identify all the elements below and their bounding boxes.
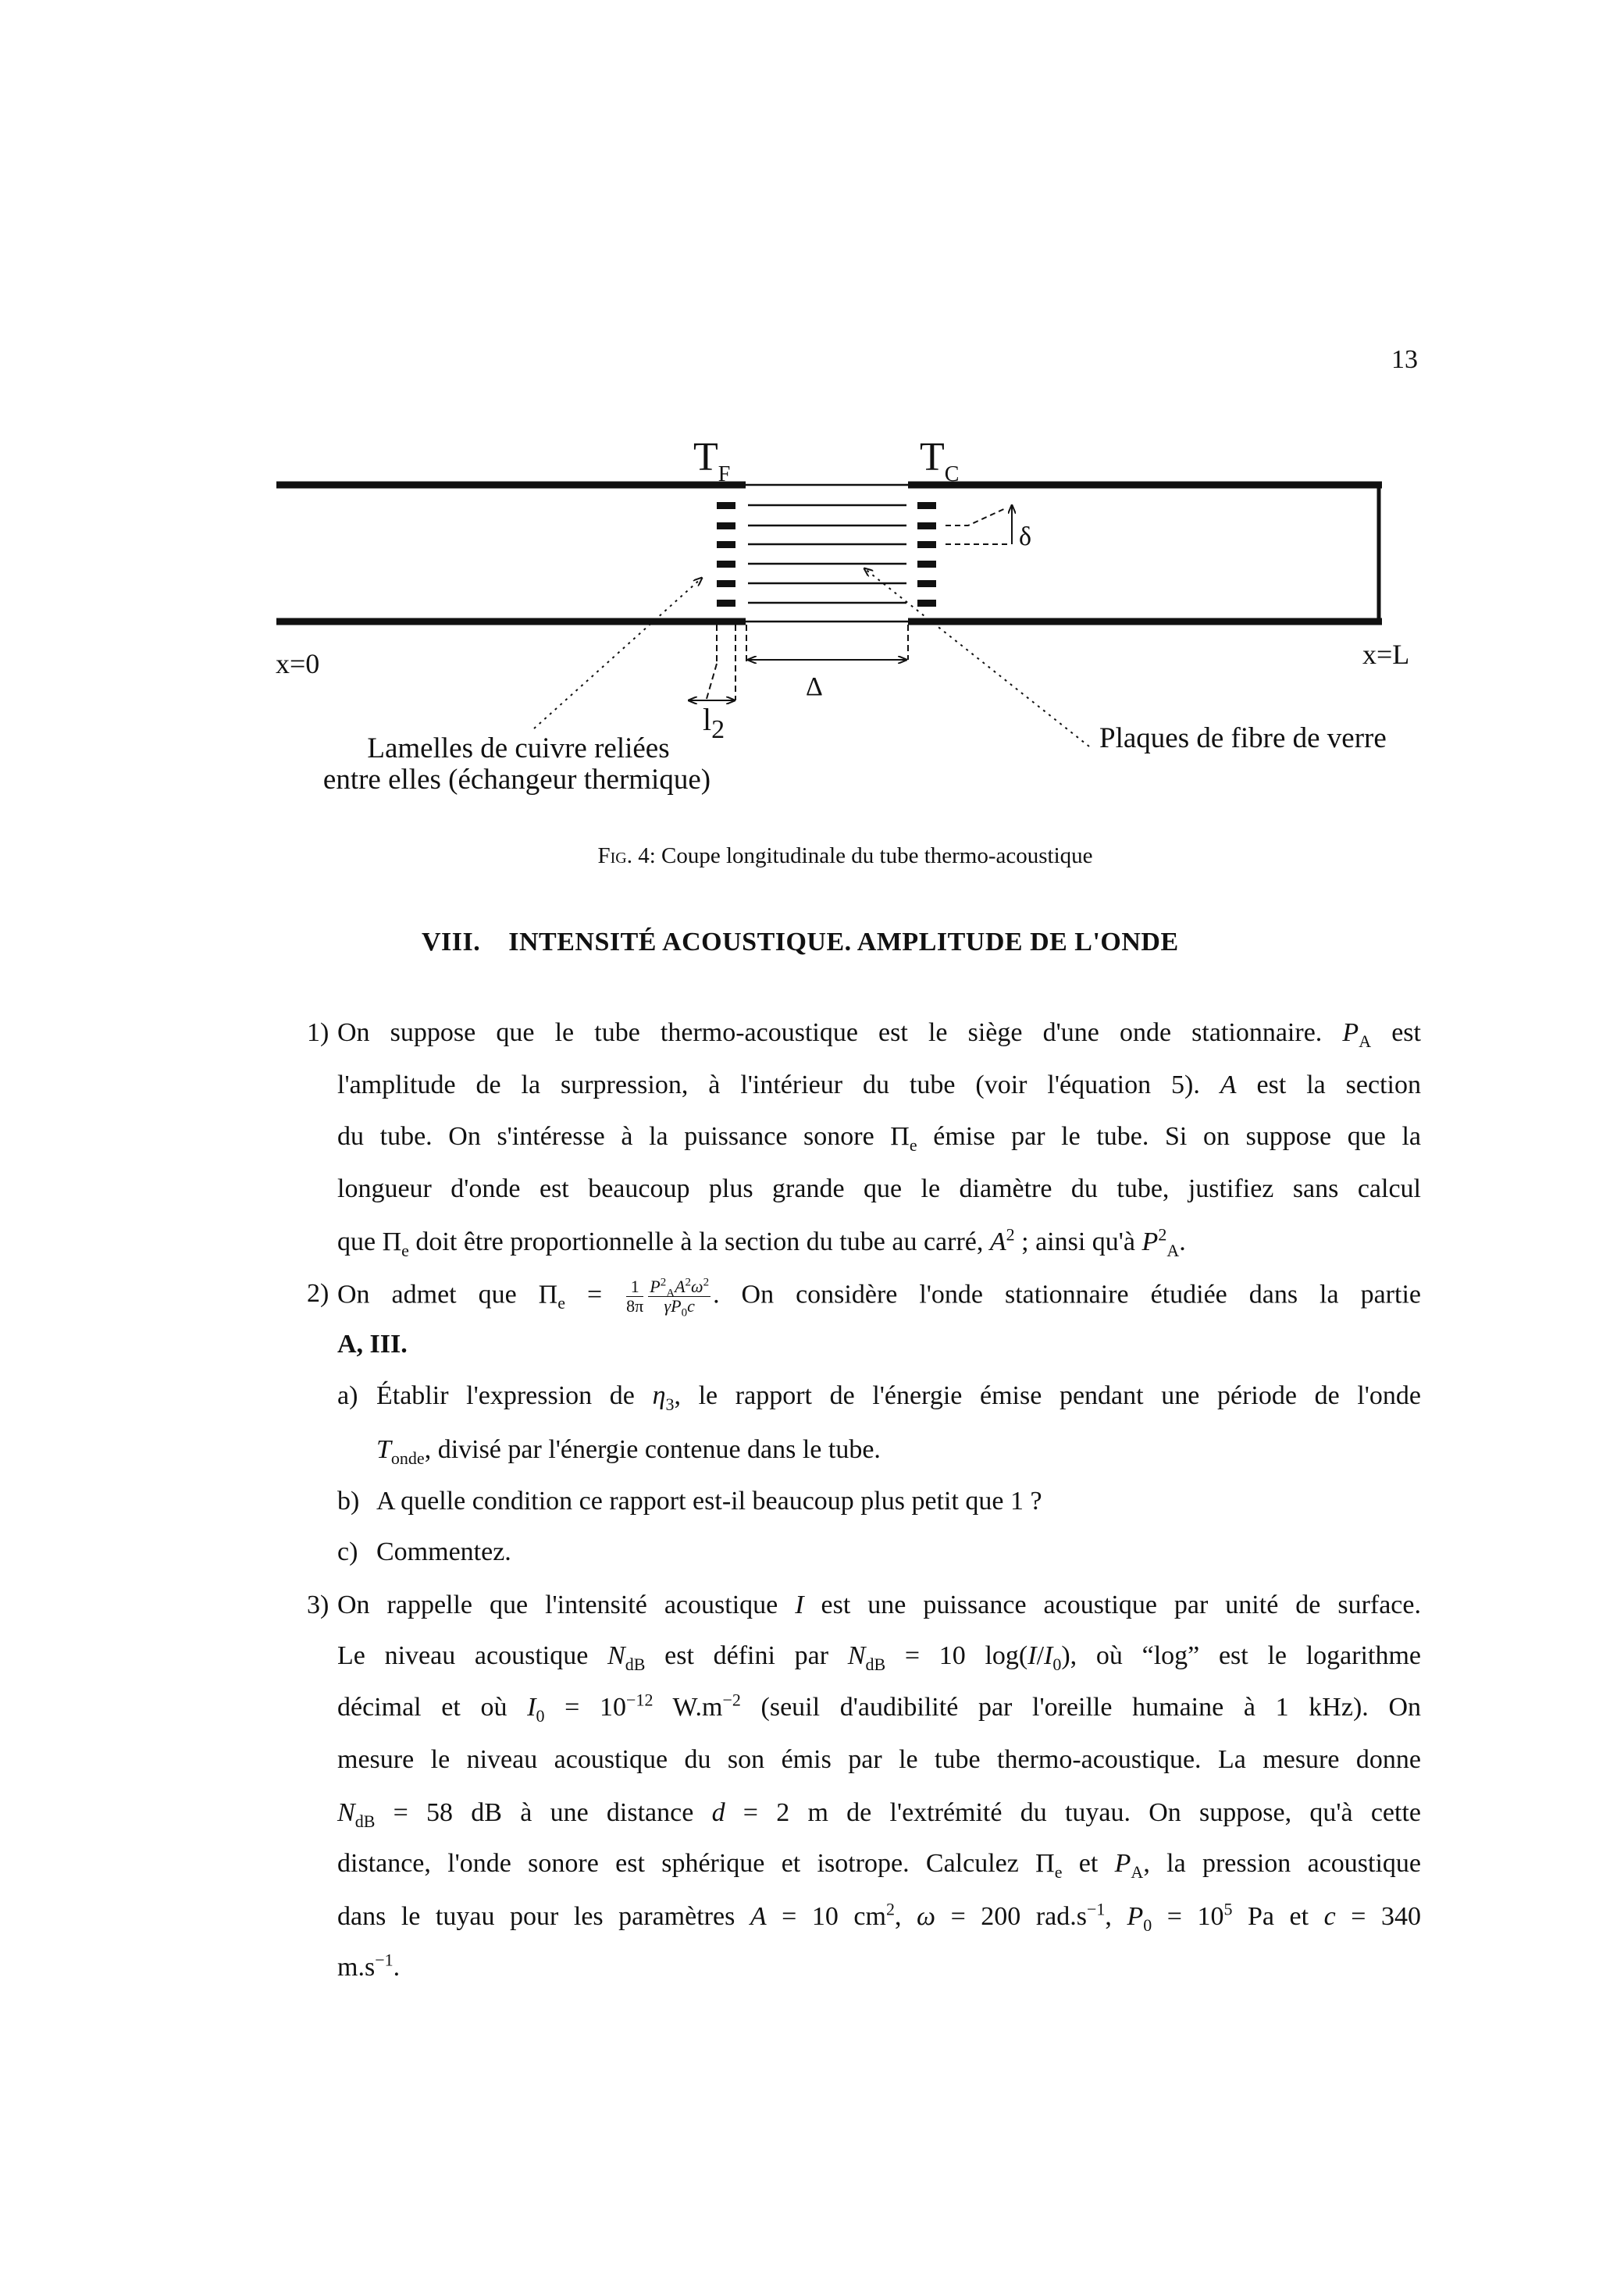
- math-symbol: c: [1323, 1902, 1336, 1931]
- copper-lamella: [917, 580, 936, 587]
- fraction-numerator: [648, 1276, 710, 1300]
- math-symbol: P: [1114, 1849, 1131, 1878]
- text-run: doit être proportionnelle à la section du tube au carré,: [408, 1227, 990, 1256]
- label-tf: $T_F$: [693, 435, 731, 486]
- label-lamelles-line2: entre elles (échangeur thermique): [322, 764, 711, 796]
- label-lamelles-line1: Lamelles de cuivre reliées: [367, 732, 670, 764]
- text-run: , divisé par l'énergie contenue dans le tube.: [424, 1435, 881, 1464]
- math-symbol: I: [1027, 1641, 1037, 1670]
- text-line: [337, 1174, 1421, 1205]
- subscript: e: [557, 1293, 565, 1313]
- subscript: dB: [625, 1654, 646, 1674]
- math-symbol: A: [750, 1902, 767, 1931]
- text-line: [337, 1952, 1421, 1983]
- text-run: distance, l'onde sonore est sphérique et isotrope. Calculez Π: [337, 1849, 1055, 1878]
- text-line: [376, 1434, 1421, 1466]
- subscript: 0: [681, 1306, 688, 1320]
- question-label: 1): [307, 1018, 329, 1047]
- math-symbol: I: [795, 1591, 804, 1619]
- text-run: et: [1062, 1849, 1115, 1878]
- math-symbol: N: [847, 1641, 866, 1670]
- copper-lamella: [917, 502, 936, 509]
- text-run: =: [565, 1280, 625, 1309]
- text-run: Le niveau acoustique: [337, 1641, 608, 1670]
- text-line: [337, 1640, 1421, 1672]
- text-run: que Π: [337, 1227, 402, 1256]
- superscript: −1: [375, 1950, 394, 1970]
- subscript: 0: [1052, 1654, 1062, 1674]
- math-symbol: P: [650, 1277, 661, 1296]
- label-l2: $l_2$: [703, 702, 725, 744]
- text-run: . On considère l'onde stationnaire étudiée dans la partie: [713, 1280, 1421, 1309]
- superscript: 2: [1006, 1224, 1015, 1245]
- text-line: [337, 1329, 1421, 1360]
- text-run: /: [1036, 1641, 1045, 1670]
- subscript: A: [1359, 1031, 1372, 1051]
- label-x0: x=0: [276, 648, 320, 679]
- text-line: [337, 1276, 1421, 1320]
- text-run: = 10 log(: [885, 1641, 1028, 1670]
- text-line: [337, 1017, 1421, 1049]
- text-run: m.s: [337, 1953, 376, 1982]
- text-line: [337, 1848, 1421, 1882]
- math-symbol: A: [1220, 1070, 1237, 1099]
- math-symbol: I: [527, 1693, 536, 1722]
- text-run: est la section: [1236, 1070, 1421, 1099]
- superscript: 5: [1223, 1899, 1233, 1919]
- subscript: A: [666, 1287, 675, 1300]
- copper-lamella: [917, 561, 936, 568]
- copper-lamella: [917, 541, 936, 548]
- label-delta-small: δ: [1019, 522, 1032, 551]
- text-run: ), où “log” est le logarithme: [1061, 1641, 1421, 1670]
- subscript: 0: [1143, 1915, 1152, 1935]
- text-line: [376, 1537, 1421, 1568]
- bold-text: A, III.: [337, 1330, 408, 1359]
- fraction-numerator: [626, 1278, 643, 1297]
- subscript: dB: [865, 1654, 886, 1674]
- question-label: b): [337, 1487, 360, 1516]
- text-line: [337, 1121, 1421, 1155]
- superscript: −12: [626, 1690, 654, 1710]
- superscript: 2: [1158, 1224, 1167, 1245]
- superscript: 2: [660, 1276, 667, 1289]
- text-line: [337, 1901, 1421, 1933]
- text-run: = 200 rad.s: [935, 1902, 1087, 1931]
- text-run: = 10: [544, 1693, 627, 1722]
- text-line: [376, 1486, 1421, 1517]
- superscript: 2: [685, 1276, 692, 1289]
- text-run: décimal et où: [337, 1693, 528, 1722]
- text-run: = 10 cm: [766, 1902, 886, 1931]
- text-run: est défini par: [645, 1641, 848, 1670]
- text-run: Commentez.: [376, 1537, 511, 1566]
- fraction: [648, 1276, 710, 1320]
- text-run: .: [1179, 1227, 1186, 1256]
- subscript: onde: [390, 1448, 425, 1468]
- fraction-denominator: [626, 1297, 643, 1315]
- superscript: 2: [703, 1276, 710, 1289]
- subscript: 3: [665, 1394, 675, 1414]
- math-symbol: T: [376, 1435, 391, 1464]
- text-run: est une puissance acoustique par unité de surface.: [803, 1591, 1421, 1619]
- label-delta: Δ: [806, 672, 823, 701]
- text-run: Établir l'expression de: [376, 1381, 653, 1410]
- superscript: −1: [1086, 1899, 1106, 1919]
- text-run: l'amplitude de la surpression, à l'intérieur du tube (voir l'équation 5).: [337, 1070, 1220, 1099]
- copper-lamella: [917, 522, 936, 529]
- tube-cross-section-figure: [0, 0, 1624, 843]
- text-run: , la pression acoustique: [1143, 1849, 1421, 1878]
- text-run: ,: [894, 1902, 917, 1931]
- text-run: 1: [630, 1277, 639, 1296]
- math-symbol: P: [1342, 1018, 1359, 1047]
- label-plaques: Plaques de fibre de verre: [1099, 722, 1387, 754]
- subscript: A: [1131, 1861, 1144, 1882]
- math-symbol: N: [607, 1641, 625, 1670]
- question-label: 2): [307, 1279, 329, 1308]
- math-symbol: I: [1044, 1641, 1053, 1670]
- subscript: A: [1166, 1240, 1180, 1260]
- text-line: [337, 1070, 1421, 1101]
- math-symbol: P: [1127, 1902, 1144, 1931]
- text-run: émise par le tube. Si on suppose que la: [917, 1122, 1421, 1151]
- text-line: [337, 1797, 1421, 1829]
- subscript: e: [1054, 1861, 1063, 1882]
- stack-plates: [717, 502, 936, 607]
- text-run: longueur d'onde est beaucoup plus grande que le diamètre du tube, justifiez sans calcul: [337, 1174, 1421, 1203]
- label-xl: x=L: [1362, 639, 1410, 670]
- copper-lamella: [717, 580, 735, 587]
- leader-lines: [534, 568, 1089, 746]
- text-run: ,: [1105, 1902, 1127, 1931]
- text-run: dans le tuyau pour les paramètres: [337, 1902, 750, 1931]
- text-run: est: [1371, 1018, 1421, 1047]
- question-label: c): [337, 1537, 358, 1566]
- text-run: = 2 m de l'extrémité du tuyau. On suppose, qu'à cette: [725, 1798, 1421, 1827]
- text-line: [337, 1690, 1421, 1726]
- fraction: [626, 1278, 643, 1315]
- math-symbol: c: [687, 1296, 695, 1316]
- text-run: (seuil d'audibilité par l'oreille humaine à 1 kHz). On: [740, 1693, 1421, 1722]
- label-tc: $T_C$: [920, 435, 960, 486]
- text-run: Pa et: [1232, 1902, 1324, 1931]
- text-run: = 58 dB à une distance: [375, 1798, 712, 1827]
- text-line: [337, 1224, 1421, 1260]
- text-line: [376, 1380, 1421, 1412]
- copper-lamella: [717, 502, 735, 509]
- text-run: 8π: [626, 1296, 644, 1316]
- dimension-lines: [689, 625, 908, 700]
- math-symbol: d: [711, 1798, 725, 1827]
- math-symbol: η: [652, 1381, 666, 1410]
- caption-text: Coupe longitudinale du tube thermo-acoustique: [655, 843, 1093, 868]
- question-label: a): [337, 1381, 358, 1410]
- delta-spacing-indicator: [946, 505, 1012, 544]
- text-line: [337, 1590, 1421, 1621]
- text-run: mesure le niveau acoustique du son émis par le tube thermo-acoustique. La mesure donne: [337, 1745, 1421, 1774]
- math-symbol: ω: [691, 1277, 703, 1296]
- text-run: W.m: [653, 1693, 723, 1722]
- text-run: , le rapport de l'énergie émise pendant une période de l'onde: [674, 1381, 1421, 1410]
- subscript: 0: [536, 1705, 545, 1726]
- text-run: A quelle condition ce rapport est-il beaucoup plus petit que 1 ?: [376, 1487, 1042, 1516]
- copper-lamella: [717, 600, 735, 607]
- math-symbol: ω: [917, 1902, 936, 1931]
- copper-lamella: [917, 600, 936, 607]
- figure-caption: [0, 843, 1624, 869]
- section-heading: VIII. INTENSITÉ ACOUSTIQUE. AMPLITUDE DE L'ONDE: [422, 928, 1179, 956]
- superscript: −2: [722, 1690, 741, 1710]
- text-run: On rappelle que l'intensité acoustique: [337, 1591, 796, 1619]
- math-symbol: A: [989, 1227, 1006, 1256]
- copper-lamella: [717, 522, 735, 529]
- text-run: On admet que Π: [337, 1280, 558, 1309]
- text-run: On suppose que le tube thermo-acoustique est le siège d'une onde stationnaire.: [337, 1018, 1343, 1047]
- math-symbol: γP: [664, 1296, 682, 1316]
- text-run: = 340: [1335, 1902, 1421, 1931]
- subscript: e: [401, 1240, 409, 1260]
- math-symbol: P: [1141, 1227, 1159, 1256]
- copper-lamella: [717, 541, 735, 548]
- text-run: ; ainsi qu'à: [1014, 1227, 1142, 1256]
- subscript: e: [909, 1135, 917, 1155]
- fraction-denominator: [648, 1296, 710, 1320]
- math-symbol: A: [675, 1277, 686, 1296]
- caption-prefix: Fig. 4:: [597, 843, 656, 868]
- text-run: .: [393, 1953, 401, 1982]
- text-run: = 10: [1152, 1902, 1224, 1931]
- text-run: du tube. On s'intéresse à la puissance sonore Π: [337, 1122, 910, 1151]
- copper-lamella: [717, 561, 735, 568]
- math-symbol: N: [337, 1798, 355, 1827]
- subscript: dB: [354, 1811, 376, 1831]
- text-line: [337, 1744, 1421, 1776]
- page-number: 13: [1391, 345, 1418, 374]
- question-label: 3): [307, 1591, 329, 1619]
- superscript: 2: [885, 1899, 895, 1919]
